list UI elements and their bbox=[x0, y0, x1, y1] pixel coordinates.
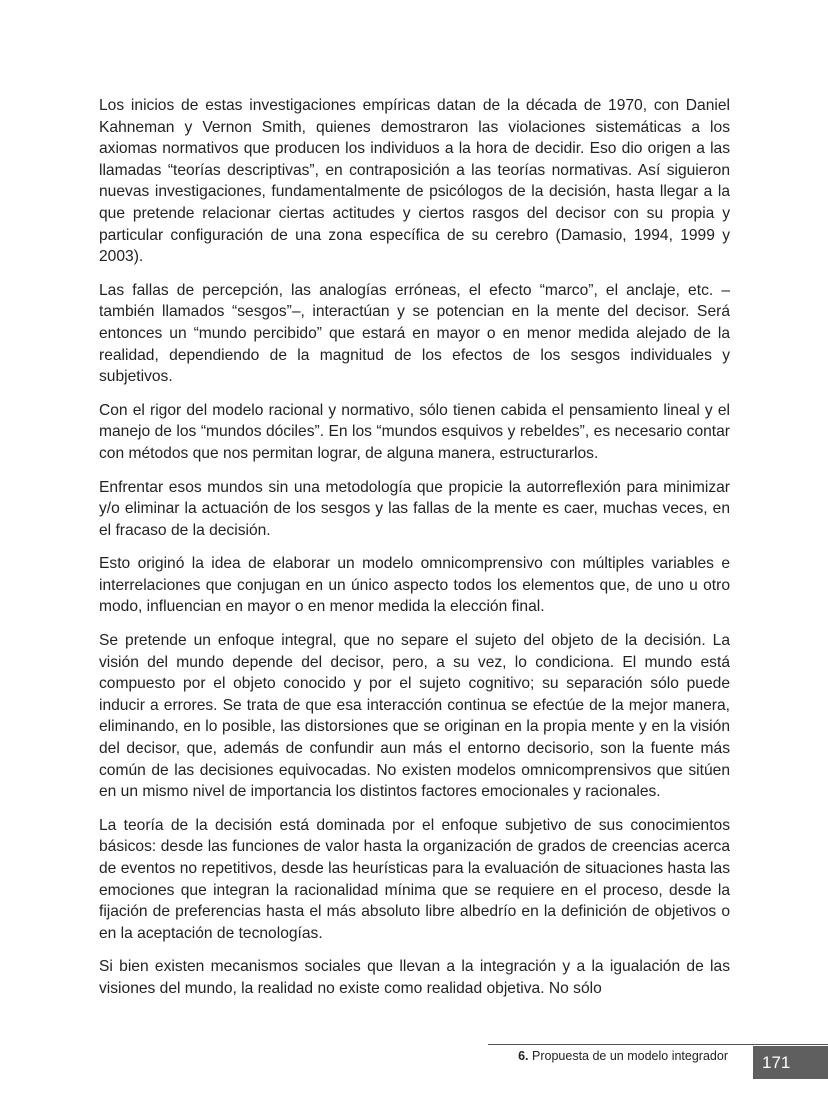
paragraph-1: Los inicios de estas investigaciones empíricas datan de la década de 1970, con Daniel Kahneman y Vernon Smith, quienes demostraron las violaciones sistemáticas a los axiomas normativos que producen los individuos a la hora de decidir. Eso dio origen a las llamadas “teorías descriptivas”, en contraposición a las teorías normativas. Así siguieron nuevas investigaciones, fundamentalmente de psicólogos de la decisión, hasta llegar a la que pretende relacionar ciertas actitudes y ciertos rasgos del decisor con su propia y particular configuración de una zona específica de su cerebro (Damasio, 1994, 1999 y 2003). bbox=[99, 97, 730, 266]
paragraph-7: La teoría de la decisión está dominada por el enfoque subjetivo de sus conocimientos básicos: desde las funciones de valor hasta la organización de grados de creencias acerca de eventos no repetitivos, desde las heurísticas para la evaluación de situaciones hasta las emociones que integran la racionalidad mínima que se requiere en el proceso, desde la fijación de preferencias hasta el más absoluto libre albedrío en la definición de objetivos o en la aceptación de tecnologías. bbox=[99, 816, 730, 942]
paragraph-6: Se pretende un enfoque integral, que no separe el sujeto del objeto de la decisión. La visión del mundo depende del decisor, pero, a su vez, lo condiciona. El mundo está compuesto por el objeto conocido y por el sujeto cognitivo; su separación sólo puede inducir a errores. Se trata de que esa interacción continua se efectúe de la mejor manera, eliminando, en lo posible, las distorsiones que se originan en la propia mente y en la visión del decisor, que, además de confundir aun más el entorno decisorio, son la fuente más común de las decisiones equivocadas. No existen modelos omnicomprensivos que sitúen en un mismo nivel de importancia los distintos factores emocionales y racionales. bbox=[99, 632, 730, 801]
chapter-number: 6. bbox=[518, 1049, 529, 1063]
footer-divider bbox=[488, 1044, 828, 1045]
running-footer bbox=[518, 1048, 728, 1064]
page-body bbox=[99, 95, 730, 1012]
paragraph-5: Esto originó la idea de elaborar un modelo omnicomprensivo con múltiples variables e interrelaciones que conjugan en un único aspecto todos los elementos que, de uno u otro modo, influencian en mayor o en menor medida la elección final. bbox=[99, 555, 730, 616]
page-number: 171 bbox=[753, 1046, 828, 1079]
paragraph-3: Con el rigor del modelo racional y normativo, sólo tienen cabida el pensamiento lineal y el manejo de los “mundos dóciles”. En los “mundos esquivos y rebeldes”, es necesario contar con métodos que nos permitan lograr, de alguna manera, estructurarlos. bbox=[99, 401, 730, 462]
paragraph-4: Enfrentar esos mundos sin una metodología que propicie la autorreflexión para minimizar y/o eliminar la actuación de los sesgos y las fallas de la mente es caer, muchas veces, en el fracaso de la decisión. bbox=[99, 478, 730, 539]
chapter-title: Propuesta de un modelo integrador bbox=[528, 1049, 728, 1063]
paragraph-8: Si bien existen mecanismos sociales que llevan a la integración y a la igualación de las visiones del mundo, la realidad no existe como realidad objetiva. No sólo bbox=[99, 958, 730, 997]
paragraph-2: Las fallas de percepción, las analogías erróneas, el efecto “marco”, el anclaje, etc. –también llamados “sesgos”–, interactúan y se potencian en la mente del decisor. Será entonces un “mundo percibido” que estará en mayor o en menor medida alejado de la realidad, dependiendo de la magnitud de los efectos de los sesgos individuales y subjetivos. bbox=[99, 281, 730, 386]
